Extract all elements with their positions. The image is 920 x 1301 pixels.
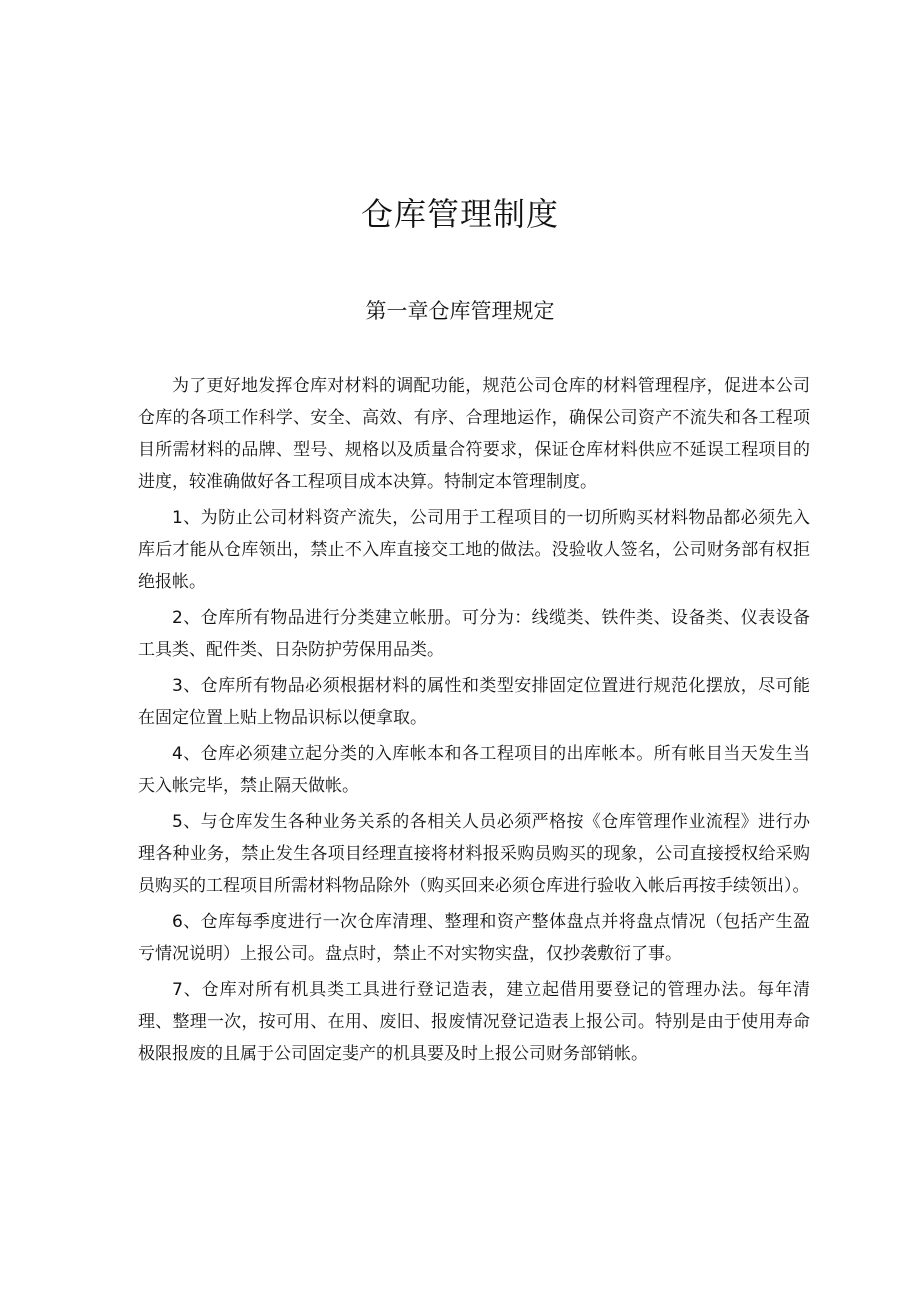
- clause-6-paragraph: 6、仓库每季度进行一次仓库清理、整理和资产整体盘点并将盘点情况（包括产生盈亏情况说明）上报公司。盘点时，禁止不对实物实盘，仅抄袭敷衍了事。: [138, 912, 810, 964]
- document-body: [138, 370, 810, 1070]
- clause-3-paragraph: 3、仓库所有物品必须根据材料的属性和类型安排固定位置进行规范化摆放，尽可能在固定位置上贴上物品识标以便拿取。: [138, 676, 810, 728]
- chapter-title: 第一章仓库管理规定: [365, 299, 555, 323]
- document-title: 仓库管理制度: [360, 195, 559, 233]
- clause-7-paragraph: 7、仓库对所有机具类工具进行登记造表，建立起借用要登记的管理办法。每年清理、整理一次，按可用、在用、废旧、报废情况登记造表上报公司。特别是由于使用寿命极限报废的且属于公司固定斐产的机具要及时上报公司财务部销帐。: [138, 980, 810, 1064]
- clause-4-paragraph: 4、仓库必须建立起分类的入库帐本和各工程项目的出库帐本。所有帐目当天发生当天入帐完毕，禁止隔天做帐。: [138, 744, 810, 796]
- clause-5-paragraph: 5、与仓库发生各种业务关系的各相关人员必须严格按《仓库管理作业流程》进行办理各种业务，禁止发生各项目经理直接将材料报采购员购买的现象，公司直接授权给采购员购买的工程项目所需材料物品除外（购买回来必须仓库进行验收入帐后再按手续领出）。: [138, 812, 810, 896]
- clause-1-paragraph: 1、为防止公司材料资产流失，公司用于工程项目的一切所购买材料物品都必须先入库后才能从仓库领出，禁止不入库直接交工地的做法。没验收人签名，公司财务部有权拒绝报帐。: [138, 508, 810, 592]
- intro-paragraph: 为了更好地发挥仓库对材料的调配功能，规范公司仓库的材料管理程序，促进本公司仓库的各项工作科学、安全、高效、有序、合理地运作，确保公司资产不流失和各工程项目所需材料的品牌、型号、规格以及质量合符要求，保证仓库材料供应不延误工程项目的进度，较准确做好各工程项目成本决算。特制定本管理制度。: [138, 376, 810, 492]
- clause-2-paragraph: 2、仓库所有物品进行分类建立帐册。可分为：线缆类、铁件类、设备类、仪表设备工具类、配件类、日杂防护劳保用品类。: [138, 608, 810, 660]
